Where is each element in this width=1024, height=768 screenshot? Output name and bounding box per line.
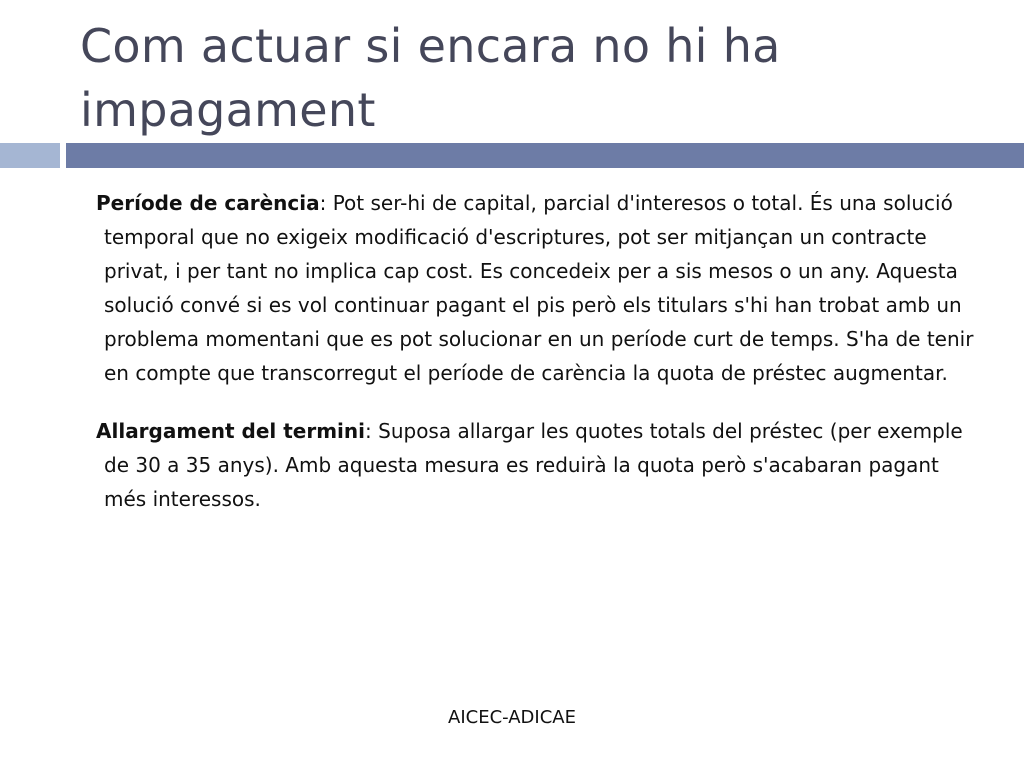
slide-footer: AICEC-ADICAE [448,707,576,728]
term-separator: : [319,191,333,215]
slide-body [96,186,986,540]
paragraph-grace-period [96,186,986,390]
paragraph-term-extension [96,414,986,516]
term-term-extension: Allargament del termini [96,419,366,443]
term-grace-period: Període de carència [96,191,320,215]
term-separator: : [365,419,379,443]
paragraph-text: Suposa allargar les quotes totals del préstec (per exemple de 30 a 35 anys). Amb aquesta mesura es reduirà la quota però s'acabaran pagant més interessos. [104,419,963,511]
slide-title: Com actuar si encara no hi ha impagament [80,19,781,137]
paragraph-text: Pot ser-hi de capital, parcial d'interesos o total. És una solució temporal que no exigeix modificació d'escriptures, pot ser mitjançan un contracte privat, i per tant no implica cap cost. Es concedeix per a sis mesos o un any. Aquesta solució convé si es vol continuar pagant el pis però els titulars s'hi han trobat amb un problema momentani que es pot solucionar en un període curt de temps. S'ha de tenir en compte que transcorregut el període de carència la quota de préstec augmentar. [104,191,974,385]
title-accent-bar-light [0,143,60,168]
title-accent-bar-dark [66,143,1024,168]
